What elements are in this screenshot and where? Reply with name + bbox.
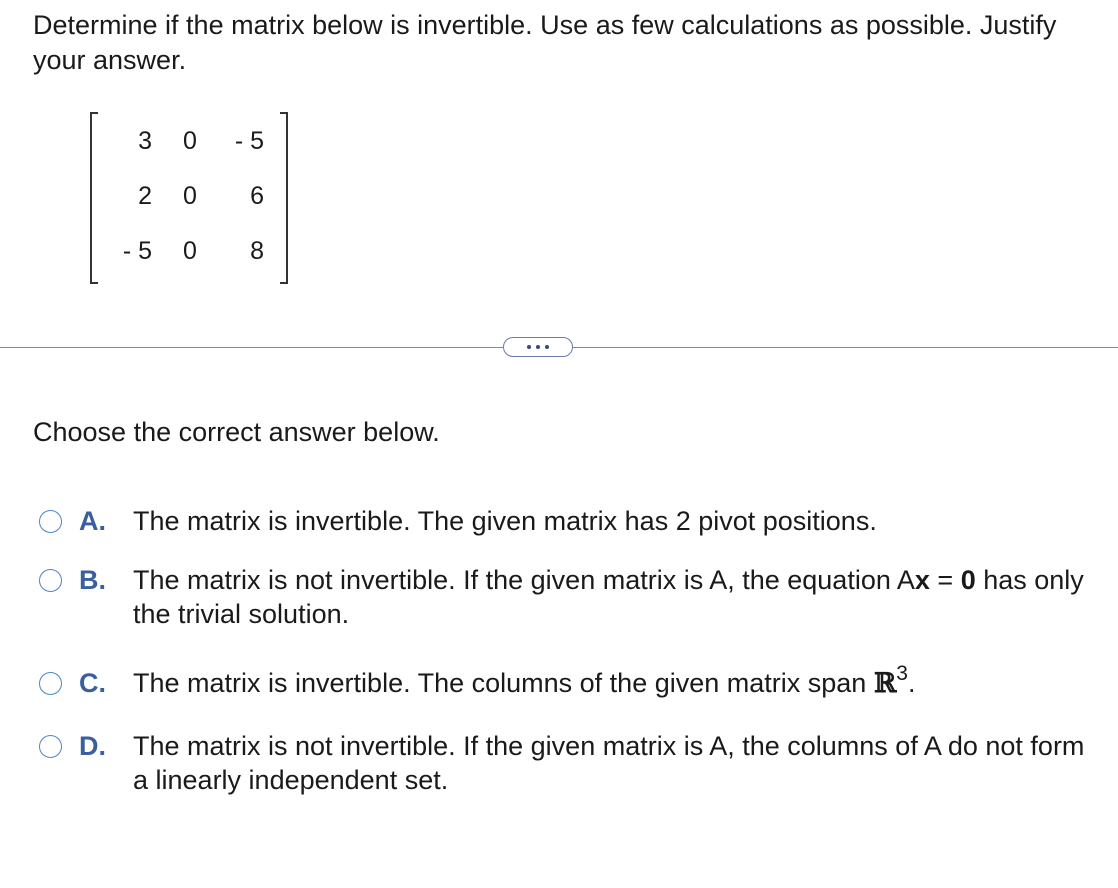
option-text-part: The matrix is not invertible. If the given matrix is A, the equation A — [133, 565, 915, 595]
option-text: The matrix is not invertible. If the given matrix is A, the columns of A do not form a linearly independent set. — [133, 731, 1085, 795]
radio-button-d[interactable] — [39, 735, 62, 758]
option-letter: D. — [79, 731, 106, 761]
zero-vector: 0 — [960, 565, 976, 595]
equals-sign: = — [929, 565, 961, 595]
ellipsis-icon — [545, 345, 549, 349]
option-a[interactable] — [39, 504, 1099, 540]
instruction-text: Choose the correct answer below. — [33, 417, 440, 447]
matrix-cell: 0 — [183, 237, 197, 265]
option-b[interactable] — [39, 563, 1099, 633]
vector-x: x — [914, 565, 930, 595]
matrix-cell: 3 — [138, 127, 152, 155]
option-letter: B. — [79, 565, 106, 595]
matrix-cell: 2 — [138, 182, 152, 210]
matrix-cell: 6 — [250, 182, 264, 210]
matrix-cell: 0 — [183, 182, 197, 210]
option-text-part: has only the trivial solution. — [133, 565, 1084, 629]
option-text — [133, 662, 1093, 701]
matrix — [90, 112, 288, 284]
option-text-part: . — [907, 668, 916, 698]
option-text — [133, 563, 1093, 631]
ellipsis-icon — [536, 345, 540, 349]
more-button[interactable] — [503, 337, 573, 357]
option-text-part: The matrix is invertible. The columns of the given matrix span — [133, 668, 874, 698]
matrix-right-bracket — [280, 112, 288, 284]
option-letter: C. — [79, 668, 106, 698]
option-c[interactable] — [39, 662, 1099, 702]
option-letter: A. — [79, 506, 106, 536]
matrix-left-bracket — [90, 112, 98, 284]
exponent: 3 — [896, 662, 908, 685]
option-d[interactable] — [39, 729, 1099, 799]
matrix-cell: 0 — [183, 127, 197, 155]
radio-button-c[interactable] — [39, 672, 62, 695]
matrix-cell: - 5 — [234, 127, 264, 155]
matrix-cell: - 5 — [122, 237, 152, 265]
question-text: Determine if the matrix below is invertible. Use as few calculations as possible. Justify your answer. — [33, 10, 1057, 75]
matrix-cell: 8 — [250, 237, 264, 265]
radio-button-a[interactable] — [39, 510, 62, 533]
real-numbers-symbol: ℝ — [873, 668, 897, 699]
radio-button-b[interactable] — [39, 569, 62, 592]
option-text: The matrix is invertible. The given matrix has 2 pivot positions. — [133, 506, 877, 536]
ellipsis-icon — [527, 345, 531, 349]
